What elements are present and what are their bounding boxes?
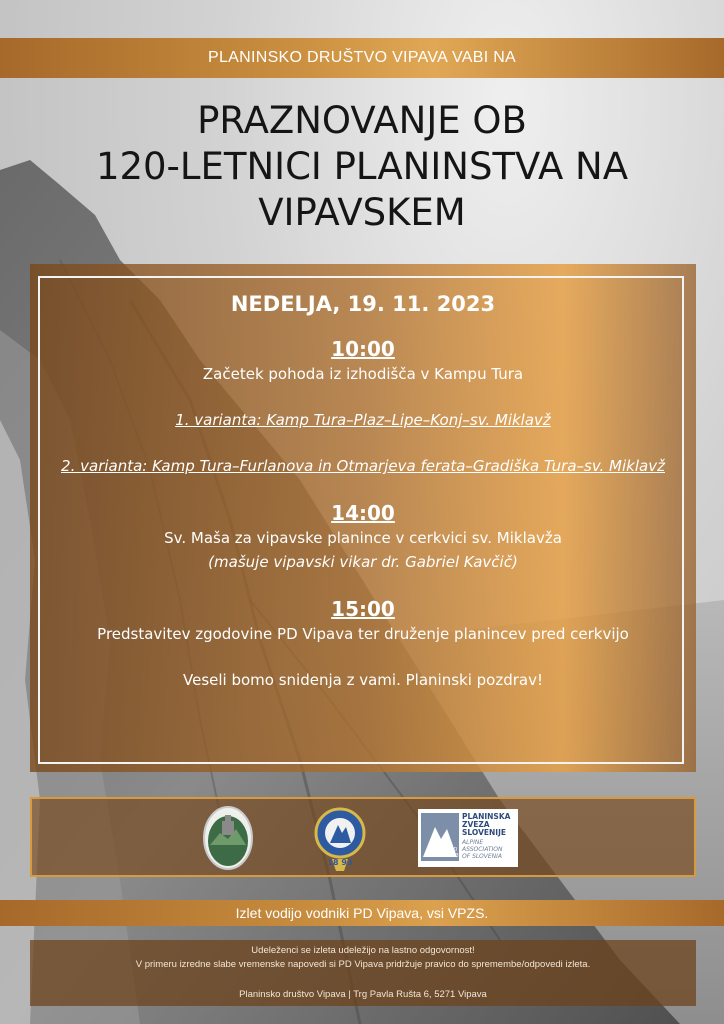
guides-text: Izlet vodijo vodniki PD Vipava, vsi VPZS.: [235, 905, 489, 921]
footer-line-1: Udeleženci se izleta udeležijo na lastno odgovornost!: [251, 945, 475, 956]
event3-text: Predstavitev zgodovine PD Vipava ter druženje planincev pred cerkvijo: [97, 625, 629, 643]
invite-banner: [0, 38, 724, 78]
footer-line-2: V primeru izredne slabe vremenske napovedi si PD Vipava pridržuje pravico do spremembe/odpovedi izleta.: [135, 959, 591, 970]
pzs-en-line-1: ALPINE: [462, 839, 484, 846]
pzs-logo-en: [462, 839, 503, 860]
variant-1: 1. varianta: Kamp Tura–Plaz–Lipe–Konj–sv. Miklavž: [175, 411, 551, 429]
pzs-logo-spd: [446, 847, 459, 859]
pzs-year: 1893: [446, 853, 459, 859]
event1-text: Začetek pohoda iz izhodišča v Kampu Tura: [202, 365, 524, 383]
guides-banner: [0, 900, 724, 926]
event2-text: Sv. Maša za vipavske planince v cerkvici sv. Miklavža: [164, 529, 562, 547]
footer-address: Planinsko društvo Vipava | Trg Pavla Rušta 6, 5271 Vipava: [239, 989, 487, 1000]
event-date: NEDELJA, 19. 11. 2023: [230, 292, 496, 316]
footer-notice: [30, 940, 696, 1006]
time-14: 14:00: [331, 501, 395, 525]
time-15: 15:00: [331, 597, 395, 621]
program-content: [30, 286, 696, 692]
pzs-abbr: SPD: [447, 847, 458, 853]
pd-vipava-logo: [202, 805, 254, 871]
pzs-emblem-years-text: 18 93: [327, 858, 353, 867]
invite-text: PLANINSKO DRUŠTVO VIPAVA VABI NA: [207, 49, 517, 66]
pzs-logo-name: [462, 813, 510, 837]
pzs-name-line-3: SLOVENIJE: [462, 828, 506, 837]
title-line-1: PRAZNOVANJE OB: [197, 99, 527, 142]
title-line-2: 120-LETNICI PLANINSTVA NA: [95, 145, 629, 188]
title-line-3: VIPAVSKEM: [258, 191, 466, 234]
closing-text: Veseli bomo snidenja z vami. Planinski pozdrav!: [183, 671, 543, 689]
variant-2: 2. varianta: Kamp Tura–Furlanova in Otmarjeva ferata–Gradiška Tura–sv. Miklavž: [61, 457, 665, 475]
time-10: 10:00: [331, 337, 395, 361]
event2-note: (mašuje vipavski vikar dr. Gabriel Kavčič): [208, 553, 518, 571]
pzs-en-line-3: OF SLOVENIA: [462, 853, 503, 860]
event-title: [0, 98, 724, 236]
pzs-en-line-2: ASSOCIATION: [462, 846, 503, 853]
pzs-name-line-1: PLANINSKA: [462, 812, 511, 821]
logos-bar: [30, 797, 696, 877]
pzs-emblem-years: [314, 803, 366, 873]
pzs-logo: [418, 809, 518, 867]
pzs-name-line-2: ZVEZA: [462, 820, 490, 829]
